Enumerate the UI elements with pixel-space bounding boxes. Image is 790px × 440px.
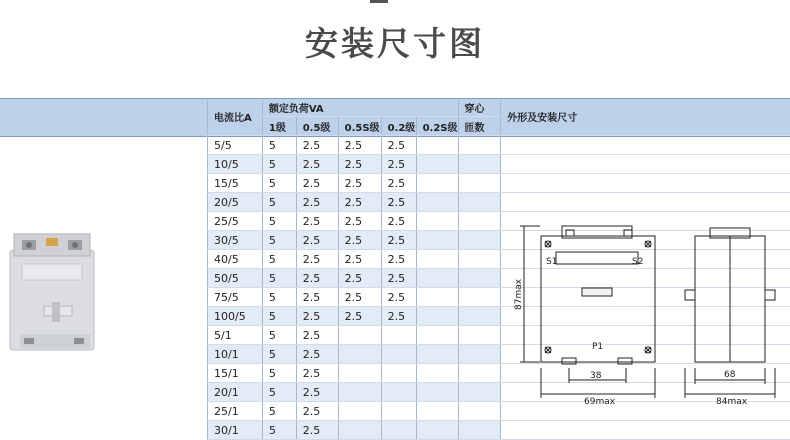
cell-c1: 5 bbox=[262, 250, 296, 269]
cell-c05s bbox=[338, 402, 381, 421]
dim-width: 69max bbox=[584, 397, 616, 407]
cell-ratio: 25/5 bbox=[208, 212, 263, 231]
cell-c02s bbox=[416, 364, 458, 383]
transformer-photo bbox=[4, 232, 104, 362]
cell-c05: 2.5 bbox=[296, 402, 338, 421]
cell-c1: 5 bbox=[262, 383, 296, 402]
dim-height: 87max bbox=[514, 278, 524, 310]
header-class-05: 0.5级 bbox=[296, 117, 338, 136]
cell-c1: 5 bbox=[262, 155, 296, 174]
cell-ratio: 5/5 bbox=[208, 136, 263, 155]
cell-c02s bbox=[416, 193, 458, 212]
cell-c02s bbox=[416, 383, 458, 402]
cell-turns bbox=[458, 307, 501, 326]
cell-c05s: 2.5 bbox=[338, 136, 381, 155]
cell-c1: 5 bbox=[262, 269, 296, 288]
cell-c1: 5 bbox=[262, 307, 296, 326]
cell-ratio: 50/5 bbox=[208, 269, 263, 288]
cell-ratio: 100/5 bbox=[208, 307, 263, 326]
cell-c02 bbox=[381, 326, 416, 345]
header-load: 额定负荷VA bbox=[262, 98, 458, 117]
cell-c02s bbox=[416, 402, 458, 421]
cell-c05s: 2.5 bbox=[338, 193, 381, 212]
cell-c05s: 2.5 bbox=[338, 288, 381, 307]
header-class-05s: 0.5S级 bbox=[338, 117, 381, 136]
cell-c02s bbox=[416, 155, 458, 174]
cell-c05s bbox=[338, 326, 381, 345]
cell-c02: 2.5 bbox=[381, 307, 416, 326]
cell-c02: 2.5 bbox=[381, 174, 416, 193]
label-s1: S1 bbox=[546, 257, 557, 267]
cell-ratio: 20/1 bbox=[208, 383, 263, 402]
cell-turns bbox=[458, 326, 501, 345]
cell-c05: 2.5 bbox=[296, 193, 338, 212]
cell-turns bbox=[458, 155, 501, 174]
cell-c02s bbox=[416, 269, 458, 288]
table-row bbox=[208, 136, 790, 155]
top-marker bbox=[370, 0, 388, 3]
cell-c1: 5 bbox=[262, 345, 296, 364]
table-row bbox=[208, 155, 790, 174]
cell-ratio: 30/1 bbox=[208, 421, 263, 440]
cell-c1: 5 bbox=[262, 174, 296, 193]
cell-c02 bbox=[381, 345, 416, 364]
header-class-02s: 0.2S级 bbox=[416, 117, 458, 136]
cell-c05s: 2.5 bbox=[338, 212, 381, 231]
cell-c05: 2.5 bbox=[296, 212, 338, 231]
cell-turns bbox=[458, 421, 501, 440]
cell-ratio: 10/5 bbox=[208, 155, 263, 174]
cell-dims bbox=[501, 155, 790, 174]
cell-c02: 2.5 bbox=[381, 136, 416, 155]
cell-c1: 5 bbox=[262, 421, 296, 440]
cell-c05: 2.5 bbox=[296, 155, 338, 174]
cell-turns bbox=[458, 193, 501, 212]
cell-c1: 5 bbox=[262, 326, 296, 345]
cell-c05: 2.5 bbox=[296, 288, 338, 307]
cell-c02: 2.5 bbox=[381, 155, 416, 174]
cell-c1: 5 bbox=[262, 288, 296, 307]
cell-c05: 2.5 bbox=[296, 364, 338, 383]
cell-c05: 2.5 bbox=[296, 383, 338, 402]
cell-c02s bbox=[416, 307, 458, 326]
cell-c05: 2.5 bbox=[296, 345, 338, 364]
cell-c1: 5 bbox=[262, 231, 296, 250]
header-class-02: 0.2级 bbox=[381, 117, 416, 136]
cell-turns bbox=[458, 288, 501, 307]
label-p1: P1 bbox=[592, 342, 603, 352]
cell-c05: 2.5 bbox=[296, 307, 338, 326]
table-row bbox=[208, 421, 790, 440]
cell-c02: 2.5 bbox=[381, 250, 416, 269]
cell-c1: 5 bbox=[262, 136, 296, 155]
cell-dims bbox=[501, 174, 790, 193]
cell-c05: 2.5 bbox=[296, 421, 338, 440]
page-title: 安装尺寸图 bbox=[0, 18, 790, 65]
cell-c02s bbox=[416, 136, 458, 155]
cell-ratio: 20/5 bbox=[208, 193, 263, 212]
cell-c05: 2.5 bbox=[296, 269, 338, 288]
cell-c02s bbox=[416, 345, 458, 364]
cell-turns bbox=[458, 212, 501, 231]
cell-dims bbox=[501, 421, 790, 440]
cell-c05s bbox=[338, 383, 381, 402]
cell-c02 bbox=[381, 421, 416, 440]
cell-ratio: 30/5 bbox=[208, 231, 263, 250]
cell-turns bbox=[458, 136, 501, 155]
cell-c02: 2.5 bbox=[381, 231, 416, 250]
cell-c1: 5 bbox=[262, 364, 296, 383]
cell-c02s bbox=[416, 174, 458, 193]
cell-c05s: 2.5 bbox=[338, 174, 381, 193]
label-s2: S2 bbox=[632, 257, 643, 267]
cell-c05s bbox=[338, 421, 381, 440]
cell-c02 bbox=[381, 383, 416, 402]
cell-c05s: 2.5 bbox=[338, 231, 381, 250]
header-turns-1: 穿心 bbox=[458, 98, 501, 117]
cell-c02s bbox=[416, 250, 458, 269]
dim-side-inner: 68 bbox=[724, 370, 736, 380]
cell-c02: 2.5 bbox=[381, 288, 416, 307]
cell-ratio: 15/1 bbox=[208, 364, 263, 383]
cell-c02 bbox=[381, 364, 416, 383]
cell-ratio: 10/1 bbox=[208, 345, 263, 364]
cell-c05s: 2.5 bbox=[338, 307, 381, 326]
cell-c1: 5 bbox=[262, 402, 296, 421]
cell-c02s bbox=[416, 421, 458, 440]
cell-c05: 2.5 bbox=[296, 136, 338, 155]
cell-ratio: 15/5 bbox=[208, 174, 263, 193]
cell-dims bbox=[501, 193, 790, 212]
cell-c1: 5 bbox=[262, 193, 296, 212]
cell-turns bbox=[458, 174, 501, 193]
cell-c02s bbox=[416, 212, 458, 231]
cell-turns bbox=[458, 231, 501, 250]
cell-c05: 2.5 bbox=[296, 250, 338, 269]
cell-c02s bbox=[416, 288, 458, 307]
cell-turns bbox=[458, 269, 501, 288]
dim-depth: 84max bbox=[716, 397, 748, 407]
cell-c02: 2.5 bbox=[381, 193, 416, 212]
cell-ratio: 5/1 bbox=[208, 326, 263, 345]
header-ratio: 电流比A bbox=[208, 98, 263, 136]
cell-c05: 2.5 bbox=[296, 231, 338, 250]
cell-c05: 2.5 bbox=[296, 174, 338, 193]
cell-c02s bbox=[416, 326, 458, 345]
cell-c05: 2.5 bbox=[296, 326, 338, 345]
cell-c05s bbox=[338, 364, 381, 383]
cell-turns bbox=[458, 402, 501, 421]
cell-c05s: 2.5 bbox=[338, 155, 381, 174]
cell-turns bbox=[458, 250, 501, 269]
dimension-drawing bbox=[510, 218, 785, 408]
cell-c02: 2.5 bbox=[381, 269, 416, 288]
table-row bbox=[208, 193, 790, 212]
dim-inner: 38 bbox=[590, 371, 602, 381]
cell-turns bbox=[458, 383, 501, 402]
header-dims: 外形及安装尺寸 bbox=[501, 98, 790, 136]
cell-ratio: 75/5 bbox=[208, 288, 263, 307]
cell-dims bbox=[501, 136, 790, 155]
cell-turns bbox=[458, 364, 501, 383]
cell-ratio: 25/1 bbox=[208, 402, 263, 421]
cell-turns bbox=[458, 345, 501, 364]
cell-c05s: 2.5 bbox=[338, 250, 381, 269]
cell-c02s bbox=[416, 231, 458, 250]
header-turns-2: 匝数 bbox=[458, 117, 501, 136]
header-class-1: 1级 bbox=[262, 117, 296, 136]
cell-ratio: 40/5 bbox=[208, 250, 263, 269]
cell-c05s: 2.5 bbox=[338, 269, 381, 288]
cell-c02: 2.5 bbox=[381, 212, 416, 231]
cell-c05s bbox=[338, 345, 381, 364]
cell-c02 bbox=[381, 402, 416, 421]
cell-c1: 5 bbox=[262, 212, 296, 231]
table-row bbox=[208, 174, 790, 193]
